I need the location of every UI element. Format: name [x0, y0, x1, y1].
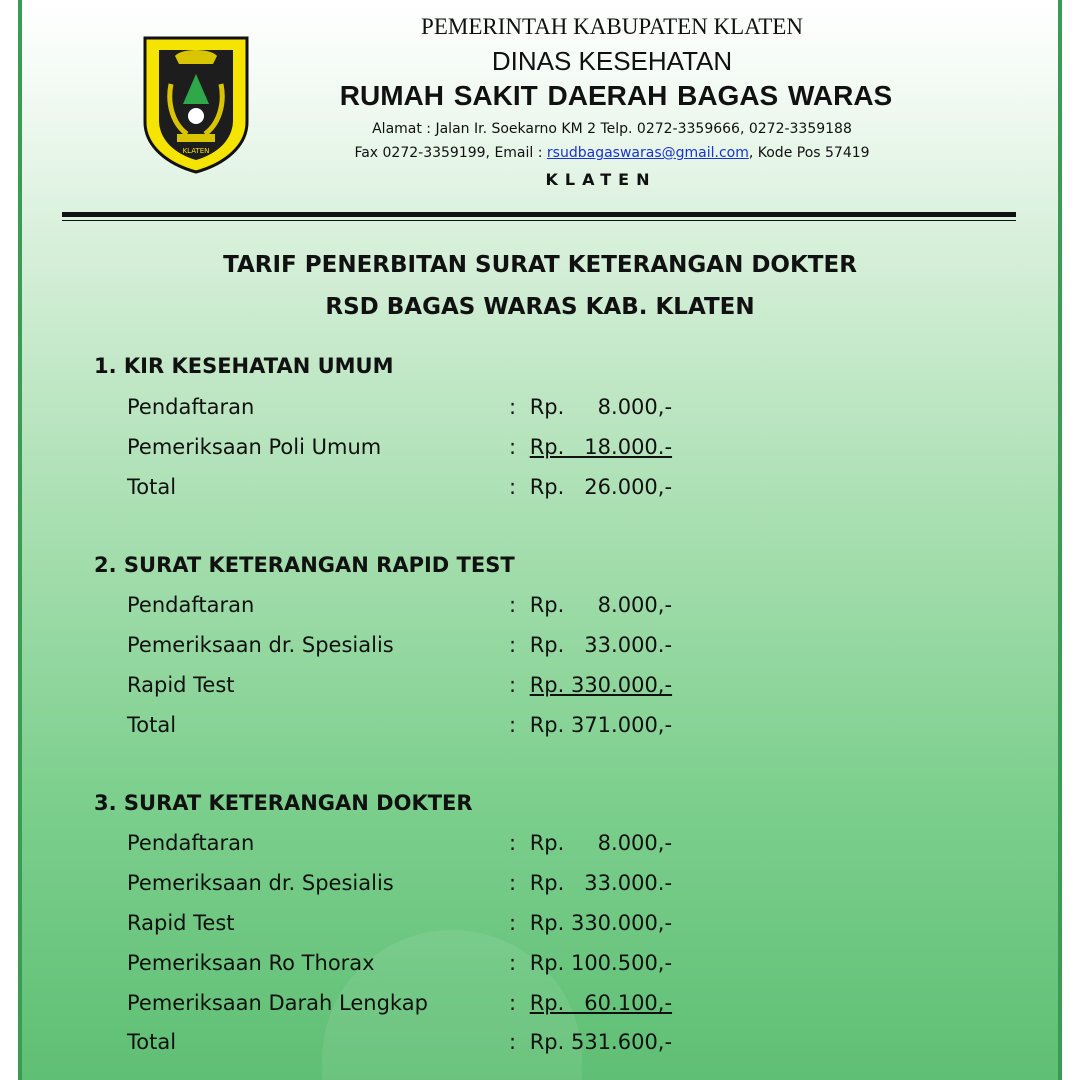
fee-label: Pemeriksaan dr. Spesialis [127, 633, 394, 657]
fee-total-row [127, 475, 687, 505]
document-title: TARIF PENERBITAN SURAT KETERANGAN DOKTER [223, 252, 857, 278]
crest-ribbon-text: KLATEN [182, 147, 210, 155]
fee-row [127, 951, 687, 981]
regency-crest-icon [141, 34, 251, 176]
fee-label: Pemeriksaan Darah Lengkap [127, 991, 428, 1015]
fee-row [127, 673, 687, 703]
address-line: Alamat : Jalan Ir. Soekarno KM 2 Telp. 0272-3359666, 0272-3359188 [372, 121, 852, 137]
fee-amount: : Rp. 26.000,- [509, 475, 673, 499]
fee-label: Pemeriksaan Ro Thorax [127, 951, 375, 975]
fee-amount: : Rp. 33.000.- [509, 633, 673, 657]
fee-label: Pemeriksaan dr. Spesialis [127, 871, 394, 895]
fee-amount: : Rp. 8.000,- [509, 593, 673, 617]
city-name: KLATEN [545, 170, 657, 189]
hospital-name: RUMAH SAKIT DAERAH BAGAS WARAS [339, 80, 893, 111]
fee-total-row [127, 1030, 687, 1060]
fee-row [127, 991, 687, 1021]
fee-row [127, 633, 687, 663]
fee-label: Total [127, 1030, 177, 1054]
section-heading-doctor-letter: 3. SURAT KETERANGAN DOKTER [94, 791, 473, 815]
fee-amount: : Rp. 18.000.- [509, 435, 673, 459]
fee-amount: : Rp. 33.000.- [509, 871, 673, 895]
fee-amount: : Rp. 8.000,- [509, 831, 673, 855]
fee-row [127, 871, 687, 901]
section-heading-kir: 1. KIR KESEHATAN UMUM [94, 354, 394, 378]
fee-amount: : Rp. 330.000,- [509, 673, 673, 697]
fee-row [127, 911, 687, 941]
email-link[interactable]: rsudbagaswaras@gmail.com [546, 145, 749, 161]
fee-label: Pendaftaran [127, 395, 255, 419]
fax-text: Fax 0272-3359199, Email : [354, 145, 547, 161]
fee-row [127, 435, 687, 465]
fee-row [127, 831, 687, 861]
fee-label: Pendaftaran [127, 831, 255, 855]
fee-amount: : Rp. 8.000,- [509, 395, 673, 419]
fee-label: Rapid Test [127, 911, 235, 935]
fee-label: Pendaftaran [127, 593, 255, 617]
fee-row [127, 395, 687, 425]
fee-amount: : Rp. 531.600,- [509, 1030, 673, 1054]
fee-label: Rapid Test [127, 673, 235, 697]
fee-row [127, 593, 687, 623]
fee-total-row [127, 713, 687, 743]
fee-label: Pemeriksaan Poli Umum [127, 435, 382, 459]
fee-amount: : Rp. 330.000,- [509, 911, 673, 935]
fee-amount: : Rp. 100.500,- [509, 951, 673, 975]
fee-amount: : Rp. 60.100,- [509, 991, 673, 1015]
contact-line [354, 145, 869, 161]
department-heading: DINAS KESEHATAN [491, 46, 733, 76]
fee-amount: : Rp. 371.000,- [509, 713, 673, 737]
fee-label: Total [127, 713, 177, 737]
document-subtitle: RSD BAGAS WARAS KAB. KLATEN [325, 294, 755, 320]
header-divider [62, 212, 1016, 217]
government-heading: PEMERINTAH KABUPATEN KLATEN [421, 14, 803, 39]
fee-label: Total [127, 475, 177, 499]
postal-code-text: , Kode Pos 57419 [748, 145, 870, 161]
section-heading-rapid-test: 2. SURAT KETERANGAN RAPID TEST [94, 553, 515, 577]
header-divider-thin [62, 220, 1016, 221]
